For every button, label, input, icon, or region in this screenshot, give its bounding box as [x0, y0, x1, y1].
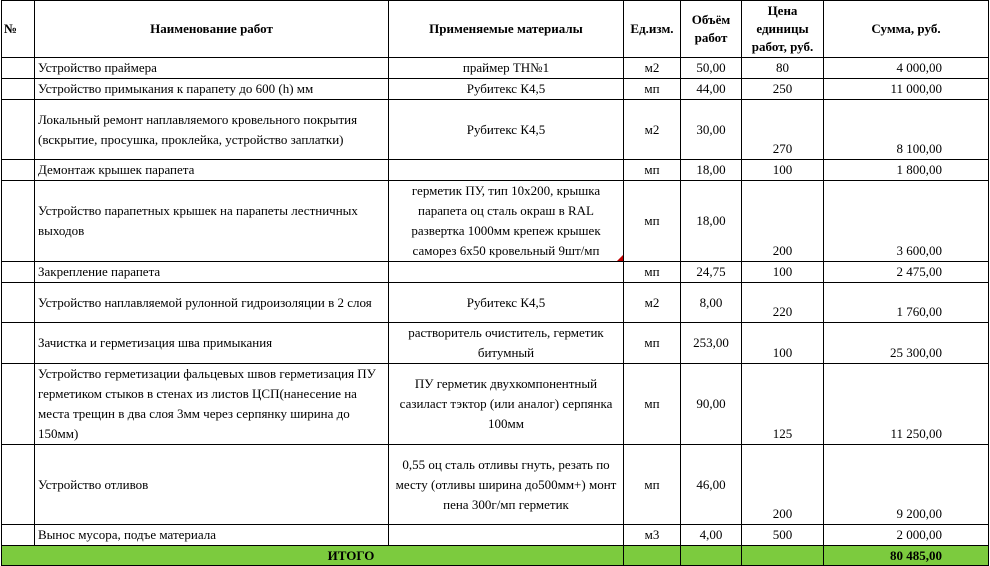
cell-name[interactable]: Устройство отливов [35, 445, 389, 525]
table-row [2, 445, 989, 525]
cell-volume[interactable]: 4,00 [681, 525, 742, 546]
table-row [2, 181, 989, 262]
cell-name[interactable]: Закрепление парапета [35, 262, 389, 283]
cell-sum[interactable]: 3 600,00 [824, 181, 989, 262]
cell-num[interactable] [2, 525, 35, 546]
cell-unit[interactable]: м3 [624, 525, 681, 546]
header-name[interactable]: Наименование работ [35, 1, 389, 58]
cell-volume[interactable]: 253,00 [681, 323, 742, 364]
cell-materials[interactable]: Рубитекс К4,5 [389, 100, 624, 160]
total-row [2, 546, 989, 566]
cell-materials[interactable]: праймер ТН№1 [389, 58, 624, 79]
cell-materials[interactable]: Рубитекс К4,5 [389, 79, 624, 100]
cell-name[interactable]: Устройство наплавляемой рулонной гидроизоляции в 2 слоя [35, 283, 389, 323]
cell-num[interactable] [2, 283, 35, 323]
cell-volume[interactable]: 46,00 [681, 445, 742, 525]
total-empty-cell[interactable] [742, 546, 824, 566]
cell-num[interactable] [2, 364, 35, 445]
cell-volume[interactable]: 90,00 [681, 364, 742, 445]
cell-num[interactable] [2, 79, 35, 100]
cell-volume[interactable]: 18,00 [681, 181, 742, 262]
cell-unit[interactable]: м2 [624, 100, 681, 160]
header-materials[interactable]: Применяемые материалы [389, 1, 624, 58]
cell-name[interactable]: Локальный ремонт наплавляемого кровельного покрытия (вскрытие, просушка, проклейка, устройство заплатки) [35, 100, 389, 160]
header-volume[interactable]: Объём работ [681, 1, 742, 58]
cell-price[interactable]: 250 [742, 79, 824, 100]
cell-volume[interactable]: 50,00 [681, 58, 742, 79]
cell-name[interactable]: Устройство примыкания к парапету до 600 (h) мм [35, 79, 389, 100]
cell-price[interactable]: 100 [742, 323, 824, 364]
cell-unit[interactable]: мп [624, 445, 681, 525]
cell-unit[interactable]: мп [624, 79, 681, 100]
cell-materials[interactable] [389, 525, 624, 546]
cell-materials[interactable]: Рубитекс К4,5 [389, 283, 624, 323]
cell-sum[interactable]: 4 000,00 [824, 58, 989, 79]
cell-name[interactable]: Устройство парапетных крышек на парапеты лестничных выходов [35, 181, 389, 262]
cell-sum[interactable]: 25 300,00 [824, 323, 989, 364]
cell-num[interactable] [2, 181, 35, 262]
cell-unit[interactable]: м2 [624, 58, 681, 79]
header-price[interactable]: Цена единицы работ, руб. [742, 1, 824, 58]
estimate-table [1, 0, 989, 566]
cell-price[interactable]: 220 [742, 283, 824, 323]
header-num[interactable]: № [2, 1, 35, 58]
cell-num[interactable] [2, 323, 35, 364]
cell-num[interactable] [2, 160, 35, 181]
total-sum[interactable]: 80 485,00 [824, 546, 989, 566]
header-row [2, 1, 989, 58]
cell-volume[interactable]: 30,00 [681, 100, 742, 160]
cell-name[interactable]: Вынос мусора, подъе материала [35, 525, 389, 546]
cell-price[interactable]: 100 [742, 160, 824, 181]
table-row [2, 283, 989, 323]
cell-volume[interactable]: 18,00 [681, 160, 742, 181]
cell-volume[interactable]: 44,00 [681, 79, 742, 100]
cell-materials[interactable]: 0,55 оц сталь отливы гнуть, резать по месту (отливы ширина до500мм+) монт пена 300г/мп герметик [389, 445, 624, 525]
cell-name[interactable]: Демонтаж крышек парапета [35, 160, 389, 181]
table-row [2, 525, 989, 546]
cell-sum[interactable]: 9 200,00 [824, 445, 989, 525]
table-row [2, 58, 989, 79]
cell-sum[interactable]: 1 800,00 [824, 160, 989, 181]
cell-unit[interactable]: мп [624, 262, 681, 283]
cell-sum[interactable]: 2 000,00 [824, 525, 989, 546]
cell-unit[interactable]: мп [624, 364, 681, 445]
cell-price[interactable]: 80 [742, 58, 824, 79]
cell-volume[interactable]: 24,75 [681, 262, 742, 283]
cell-volume[interactable]: 8,00 [681, 283, 742, 323]
cell-unit[interactable]: м2 [624, 283, 681, 323]
cell-num[interactable] [2, 58, 35, 79]
total-label[interactable]: ИТОГО [2, 546, 624, 566]
table-row [2, 79, 989, 100]
table-row [2, 323, 989, 364]
cell-sum[interactable]: 11 250,00 [824, 364, 989, 445]
cell-materials[interactable]: ПУ герметик двухкомпонентный сазиласт тэктор (или аналог) серпянка 100мм [389, 364, 624, 445]
total-empty-cell[interactable] [624, 546, 681, 566]
cell-price[interactable]: 200 [742, 181, 824, 262]
cell-unit[interactable]: мп [624, 323, 681, 364]
cell-price[interactable]: 500 [742, 525, 824, 546]
cell-materials[interactable]: герметик ПУ, тип 10х200, крышка парапета оц сталь окраш в RAL развертка 1000мм крепеж крышек саморез 6х50 кровельный 9шт/мп [389, 181, 624, 262]
cell-name[interactable]: Устройство праймера [35, 58, 389, 79]
cell-name[interactable]: Устройство герметизации фальцевых швов герметизация ПУ герметиком стыков в стенах из листов ЦСП(нанесение на места трещин в два слоя 3мм через серпянку ширина до 150мм) [35, 364, 389, 445]
cell-unit[interactable]: мп [624, 160, 681, 181]
total-empty-cell[interactable] [681, 546, 742, 566]
cell-sum[interactable]: 1 760,00 [824, 283, 989, 323]
cell-sum[interactable]: 2 475,00 [824, 262, 989, 283]
cell-price[interactable]: 125 [742, 364, 824, 445]
cell-price[interactable]: 200 [742, 445, 824, 525]
header-sum[interactable]: Сумма, руб. [824, 1, 989, 58]
cell-sum[interactable]: 11 000,00 [824, 79, 989, 100]
cell-num[interactable] [2, 262, 35, 283]
cell-num[interactable] [2, 100, 35, 160]
header-unit[interactable]: Ед.изм. [624, 1, 681, 58]
cell-price[interactable]: 270 [742, 100, 824, 160]
table-row [2, 262, 989, 283]
cell-unit[interactable]: мп [624, 181, 681, 262]
cell-num[interactable] [2, 445, 35, 525]
cell-name[interactable]: Зачистка и герметизация шва примыкания [35, 323, 389, 364]
cell-materials[interactable] [389, 160, 624, 181]
cell-price[interactable]: 100 [742, 262, 824, 283]
table-row [2, 364, 989, 445]
table-row [2, 160, 989, 181]
cell-materials[interactable]: растворитель очиститель, герметик битумный [389, 323, 624, 364]
table-row [2, 100, 989, 160]
cell-sum[interactable]: 8 100,00 [824, 100, 989, 160]
cell-materials[interactable] [389, 262, 624, 283]
